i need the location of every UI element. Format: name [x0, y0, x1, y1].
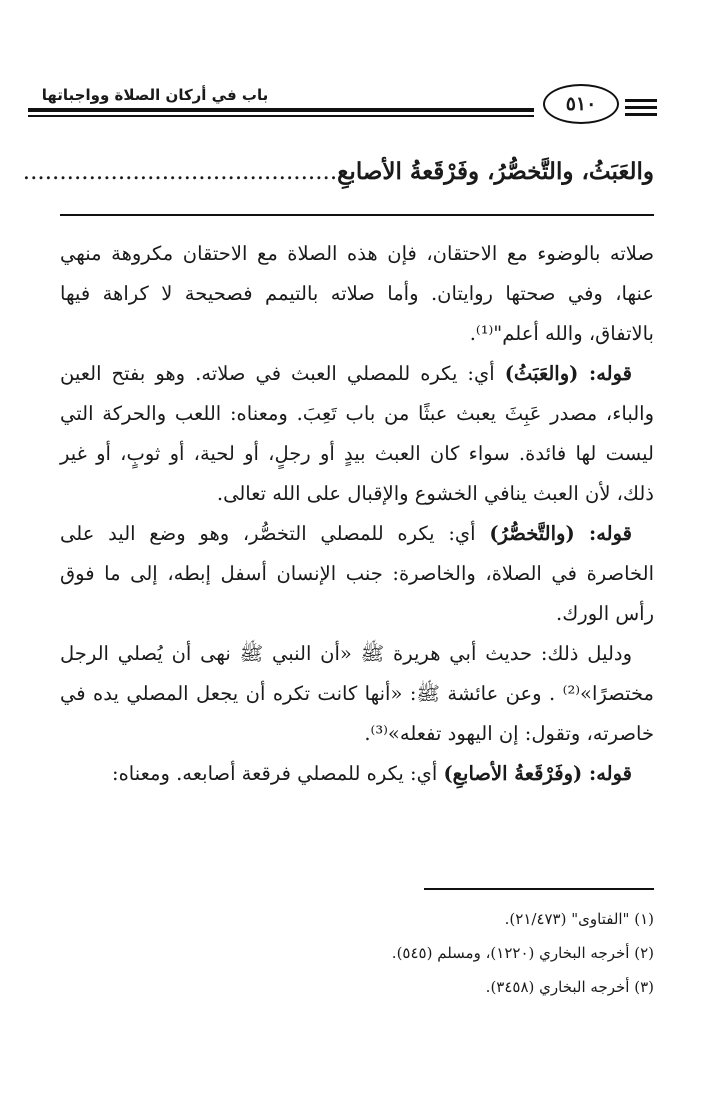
quoted-term: قوله: (والعَبَثُ) [504, 362, 632, 385]
heading-dots: ........................................... [22, 159, 338, 185]
header-ornament-line [625, 113, 657, 116]
paragraph-text: أي: يكره للمصلي العبث في صلاته. وهو بفتح العين والباء، مصدر عَبِثَ يعبث عبثًا من باب تَعِبَ. ومعناه: اللعب والحركة التي ليست لها فائدة. سواء كان العبث بيدٍ أو رجلٍ، أو لحية، أو ثوبٍ، أو غير ذلك، لأن العبث ينافي الخشوع والإقبال على الله تعالى. [60, 362, 654, 505]
paragraph [60, 354, 654, 514]
footnote: (١) "الفتاوى" (٢١/٤٧٣). [504, 910, 654, 928]
heading-underline [60, 214, 654, 216]
paragraph-text: أي: يكره للمصلي فرقعة أصابعه. ومعناه: [112, 762, 444, 785]
paragraph: ودليل ذلك: حديث أبي هريرة ﷺ «أن النبي ﷺ نهى أن يُصلي الرجل مختصرًا»⁽²⁾ . وعن عائشة ﷺ: «أنها كانت تكره أن يجعل المصلي يده في خاصرته، وتقول: إن اليهود تفعله»⁽³⁾. [60, 642, 654, 745]
page-number: ٥١٠ [543, 84, 619, 124]
paragraph [60, 514, 654, 634]
footnote: (٣) أخرجه البخاري (٣٤٥٨). [485, 978, 654, 996]
paragraph-text: أي: يكره للمصلي التخصُّر، وهو وضع اليد على الخاصرة في الصلاة، والخاصرة: جنب الإنسان أسفل إبطه، إلى ما فوق رأس الورك. [60, 522, 654, 625]
section-heading-text: والعَبَثُ، والتَّخصُّرُ، وفَرْقَعةُ الأصابعِ [337, 158, 654, 185]
paragraph [60, 754, 654, 794]
footnote: (٢) أخرجه البخاري (١٢٢٠)، ومسلم (٥٤٥). [391, 944, 654, 962]
footnotes [60, 902, 654, 1004]
section-heading [22, 152, 654, 192]
paragraph: صلاته بالوضوء مع الاحتقان، فإن هذه الصلاة مع الاحتقان مكروهة منهي عنها، وفي صحتها روايتان. وأما صلاته بالتيمم فصحيحة لا كراهة فيها بالاتفاق، والله أعلم"⁽¹⁾. [60, 242, 654, 345]
header-rule-thick [28, 108, 534, 112]
header-rule-thin [28, 115, 534, 117]
running-title: باب في أركان الصلاة وواجباتها [41, 86, 269, 104]
header-ornament-line [625, 99, 657, 102]
quoted-term: قوله: (وفَرْقَعةُ الأصابعِ) [443, 762, 632, 785]
footnote-separator [424, 888, 654, 890]
quoted-term: قوله: (والتَّخصُّرُ) [489, 522, 632, 545]
main-text [60, 234, 654, 794]
header-ornament-line [625, 106, 657, 109]
